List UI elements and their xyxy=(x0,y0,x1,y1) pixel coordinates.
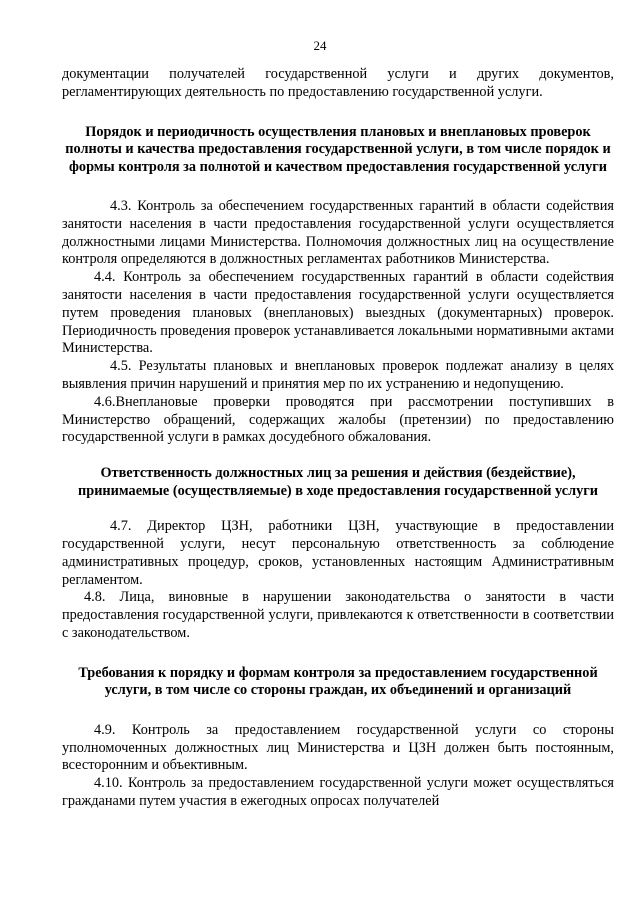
paragraph-4-5: 4.5. Результаты плановых и внеплановых проверок подлежат анализу в целях выявления причин нарушений и принятия мер по их устранению и недопущению. xyxy=(62,358,614,393)
paragraph-4-8: 4.8. Лица, виновные в нарушении законодательства о занятости в части предоставления государственной услуги, привлекаются к ответственности в соответствии с законодательством. xyxy=(62,589,614,642)
continuation-paragraph: документации получателей государственной услуги и других документов, регламентирующих деятельность по предоставлению государственной услуги. xyxy=(62,66,614,100)
paragraph-4-3: 4.3. Контроль за обеспечением государственных гарантий в области содействия занятости населения в части предоставления государственной услуги осуществляется должностными лицами Министерства. Полномочия должностных лиц на осуществление контроля определяются в должностных регламентах работников Министерства. xyxy=(62,198,614,268)
paragraph-4-7: 4.7. Директор ЦЗН, работники ЦЗН, участвующие в предоставлении государственной услуги, несут персональную ответственность за соблюдение административных процедур, сроков, установленных настоящим Административным регламентом. xyxy=(62,518,614,588)
paragraph-4-6: 4.6.Внеплановые проверки проводятся при рассмотрении поступивших в Министерство обращений, содержащих жалобы (претензии) по предоставлению государственной услуги в рамках досудебного обжалования. xyxy=(62,393,614,446)
section-heading-responsibility: Ответственность должностных лиц за решения и действия (бездействие), принимаемые (осуществляемые) в ходе предоставления государственной услуги xyxy=(78,465,598,499)
page-content xyxy=(62,66,614,811)
page-number: 24 xyxy=(313,38,327,53)
paragraph-4-10: 4.10. Контроль за предоставлением государственной услуги может осуществляться гражданами путем участия в ежегодных опросах получателей xyxy=(62,775,614,810)
section-heading-inspections: Порядок и периодичность осуществления плановых и внеплановых проверок полноты и качества предоставления государственной услуги, в том числе порядок и формы контроля за полнотой и качеством предоставления государственной услуги xyxy=(65,123,611,175)
paragraph-4-9: 4.9. Контроль за предоставлением государственной услуги со стороны уполномоченных должностных лиц Министерства и ЦЗН должен быть постоянным, всесторонним и объективным. xyxy=(62,721,614,774)
section-heading-control-requirements: Требования к порядку и формам контроля за предоставлением государственной услуги, в том числе со стороны граждан, их объединений и организаций xyxy=(78,664,598,699)
paragraph-4-4: 4.4. Контроль за обеспечением государственных гарантий в области содействия занятости населения в части предоставления государственной услуги осуществляется путем проведения плановых (внеплановых) выездных (документарных) проверок. Периодичность проведения проверок устанавливается локальными нормативными актами Министерства. xyxy=(62,269,614,357)
